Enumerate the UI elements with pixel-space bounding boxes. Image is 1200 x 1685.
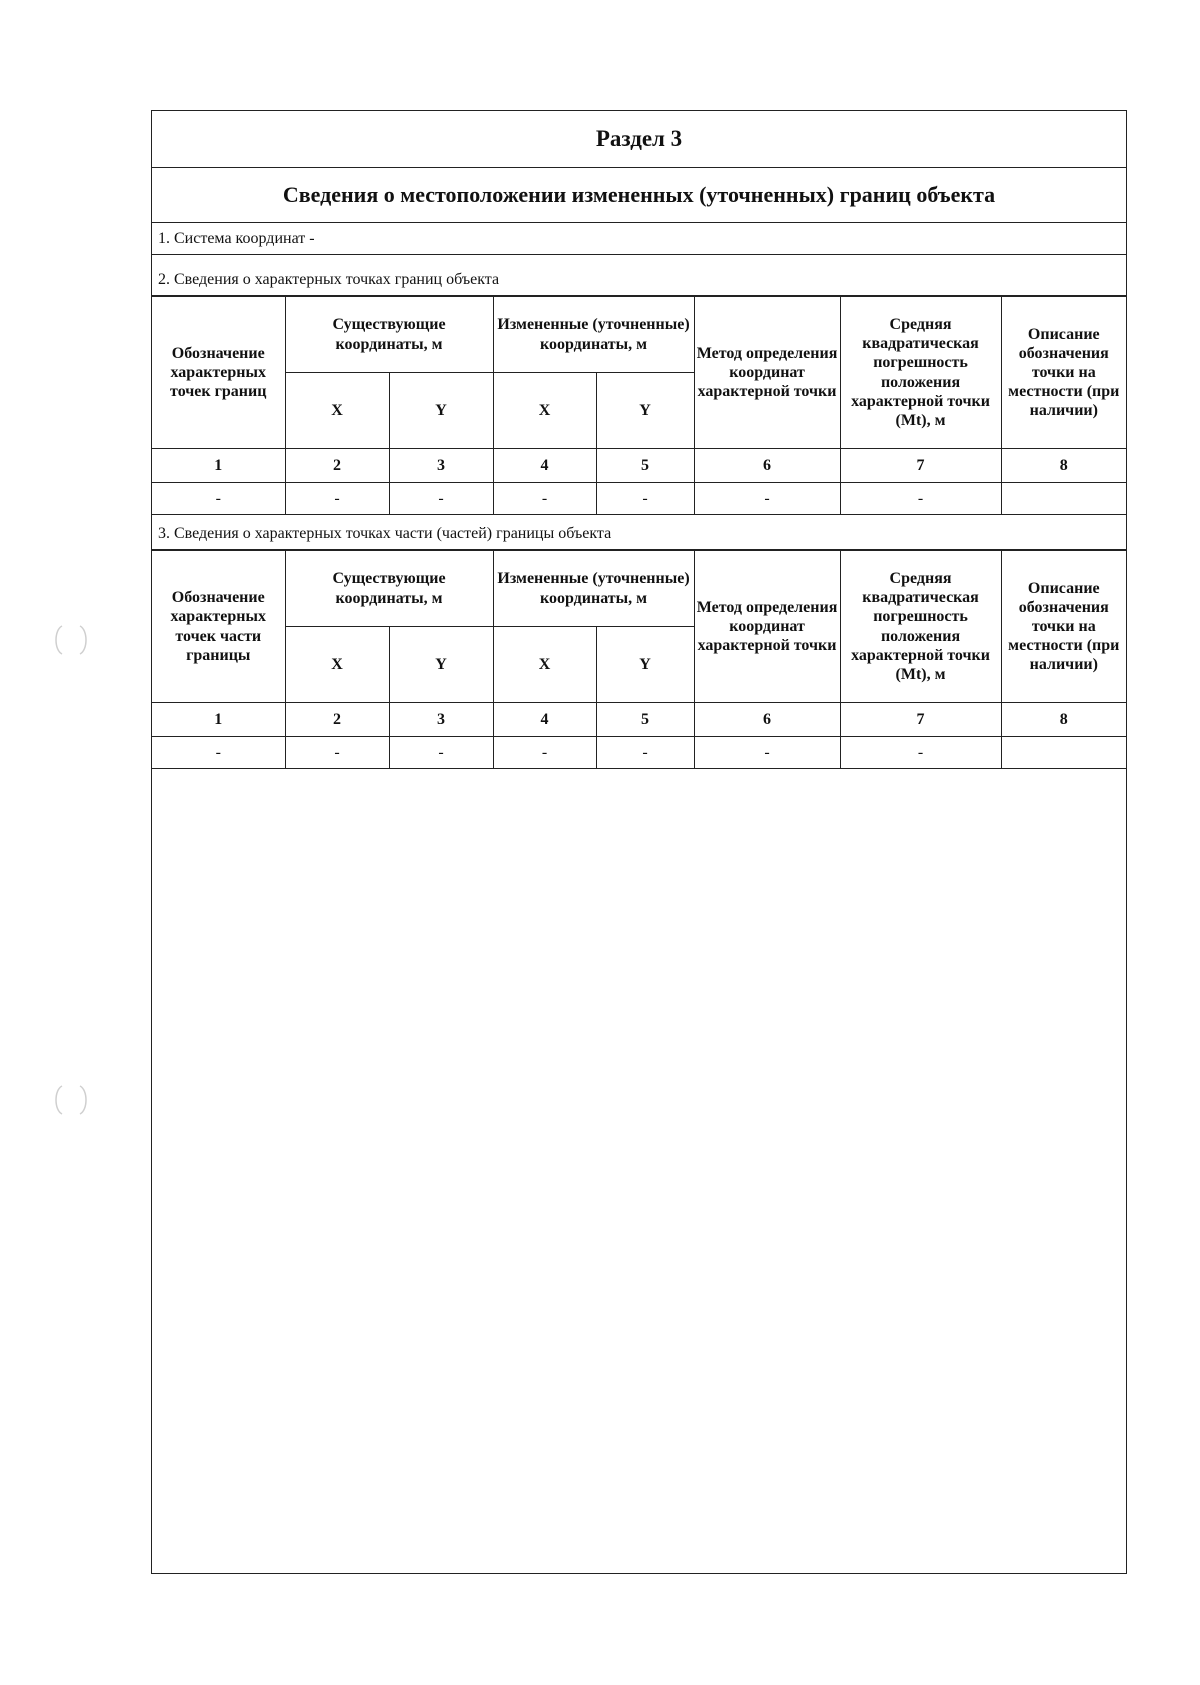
column-number: 8 — [1001, 703, 1126, 737]
column-number: 1 — [152, 449, 285, 483]
header-existing-coords: Существующие координаты, м — [285, 551, 493, 627]
punch-hole-mark — [52, 622, 92, 658]
punch-hole-mark — [52, 1082, 92, 1118]
column-number-row — [152, 449, 1126, 483]
table-cell: - — [389, 737, 493, 769]
header-existing-y: Y — [389, 373, 493, 449]
header-changed-y: Y — [596, 373, 694, 449]
header-existing-x: X — [285, 373, 389, 449]
section-subtitle: Сведения о местоположении измененных (уточненных) границ объекта — [152, 168, 1126, 223]
column-number: 4 — [493, 449, 596, 483]
header-existing-y: Y — [389, 627, 493, 703]
table-cell: - — [694, 737, 840, 769]
boundary-points-heading: 2. Сведения о характерных точках границ объекта — [152, 264, 1126, 296]
column-number-row — [152, 703, 1126, 737]
header-changed-x: X — [493, 373, 596, 449]
table-cell: - — [285, 483, 389, 515]
header-designation: Обозначение характерных точек границ — [152, 297, 285, 449]
column-number: 2 — [285, 449, 389, 483]
header-existing-x: X — [285, 627, 389, 703]
table-cell: - — [152, 483, 285, 515]
header-mean-error: Средняя квадратическая погрешность положения характерной точки (Mt), м — [840, 297, 1001, 449]
coordinate-system-line: 1. Система координат - — [152, 223, 1126, 255]
column-number: 6 — [694, 449, 840, 483]
table-cell: - — [152, 737, 285, 769]
header-existing-coords: Существующие координаты, м — [285, 297, 493, 373]
table-cell: - — [840, 737, 1001, 769]
table-cell: - — [694, 483, 840, 515]
column-number: 4 — [493, 703, 596, 737]
header-description: Описание обозначения точки на местности (при наличии) — [1001, 297, 1126, 449]
table-cell — [1001, 737, 1126, 769]
column-number: 3 — [389, 449, 493, 483]
table-row — [152, 737, 1126, 769]
header-changed-x: X — [493, 627, 596, 703]
header-method: Метод определения координат характерной точки — [694, 297, 840, 449]
table-cell: - — [493, 483, 596, 515]
header-changed-y: Y — [596, 627, 694, 703]
column-number: 7 — [840, 703, 1001, 737]
table-cell: - — [596, 483, 694, 515]
boundary-parts-table — [152, 550, 1126, 769]
table-cell: - — [840, 483, 1001, 515]
column-number: 5 — [596, 703, 694, 737]
header-designation: Обозначение характерных точек части границы — [152, 551, 285, 703]
document-frame — [151, 110, 1127, 1574]
column-number: 5 — [596, 449, 694, 483]
header-description: Описание обозначения точки на местности (при наличии) — [1001, 551, 1126, 703]
table-cell: - — [493, 737, 596, 769]
header-changed-coords: Измененные (уточненные) координаты, м — [493, 551, 694, 627]
table-cell: - — [389, 483, 493, 515]
table-cell: - — [596, 737, 694, 769]
boundary-points-table — [152, 296, 1126, 515]
column-number: 1 — [152, 703, 285, 737]
table-cell — [1001, 483, 1126, 515]
header-method: Метод определения координат характерной точки — [694, 551, 840, 703]
header-mean-error: Средняя квадратическая погрешность положения характерной точки (Mt), м — [840, 551, 1001, 703]
table-cell: - — [285, 737, 389, 769]
column-number: 3 — [389, 703, 493, 737]
header-changed-coords: Измененные (уточненные) координаты, м — [493, 297, 694, 373]
boundary-parts-heading: 3. Сведения о характерных точках части (частей) границы объекта — [152, 518, 1126, 550]
table-row — [152, 483, 1126, 515]
column-number: 8 — [1001, 449, 1126, 483]
section-title: Раздел 3 — [152, 111, 1126, 168]
column-number: 6 — [694, 703, 840, 737]
column-number: 2 — [285, 703, 389, 737]
column-number: 7 — [840, 449, 1001, 483]
